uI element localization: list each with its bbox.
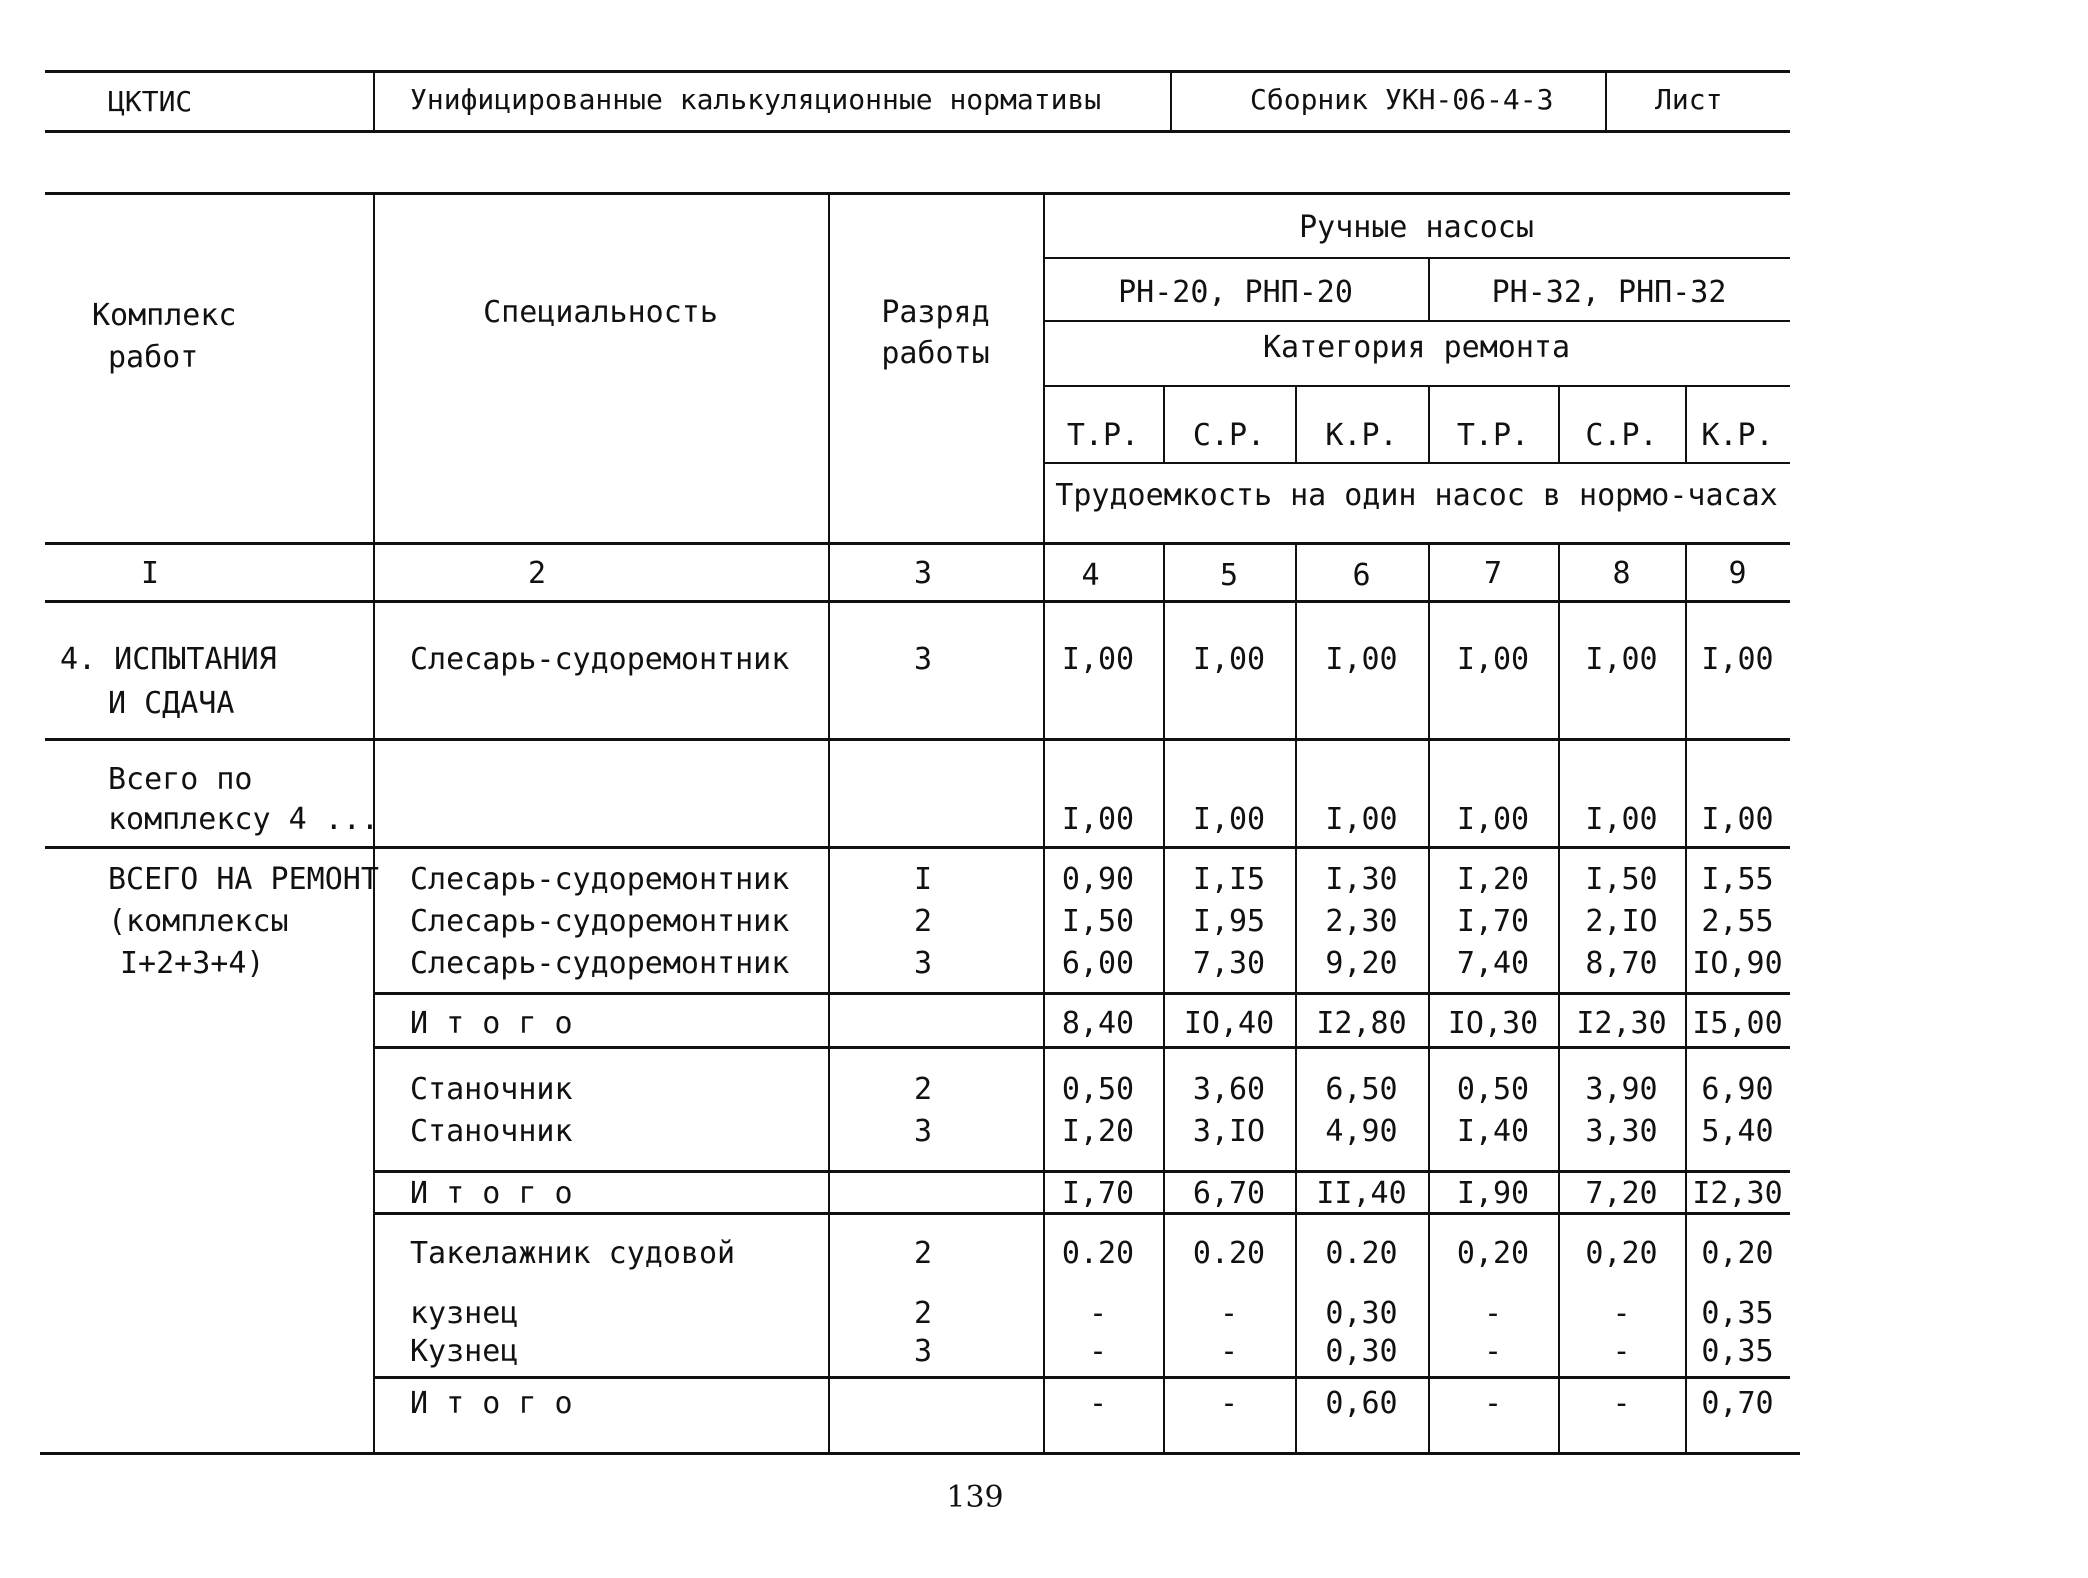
subtotal-rule — [373, 992, 1790, 995]
value-cell: 0.20 — [1061, 1236, 1135, 1271]
value-cell: I2,80 — [1316, 1006, 1407, 1041]
specialty: Слесарь-судоремонтник — [410, 642, 790, 677]
complex-label: ВСЕГО НА РЕМОНТ — [108, 862, 379, 897]
value-cell: IO,40 — [1183, 1006, 1275, 1041]
model-rule — [1043, 320, 1790, 322]
value-cell: 3,30 — [1585, 1114, 1658, 1149]
header-divider — [1605, 72, 1607, 130]
value-cell: 6,50 — [1325, 1072, 1398, 1107]
subtotal-rule — [373, 1170, 1790, 1173]
col-divider — [1163, 385, 1165, 462]
page-number: 139 — [946, 1480, 1004, 1515]
value-cell: 0,35 — [1701, 1296, 1774, 1331]
repair-type-rule — [1043, 462, 1790, 464]
value-cell: - — [1612, 1386, 1631, 1421]
value-cell: 0.20 — [1325, 1236, 1398, 1271]
labor-head: Трудоемкость на один насос в нормо-часах — [1055, 478, 1778, 513]
col-number: 6 — [1352, 558, 1371, 593]
specialty: Слесарь-судоремонтник — [410, 904, 790, 939]
value-cell: I,20 — [1061, 1114, 1135, 1149]
value-cell: - — [1088, 1386, 1108, 1421]
col-divider — [1685, 385, 1687, 462]
col1-head-line1: Комплекс — [92, 298, 237, 333]
col-divider — [1428, 257, 1430, 322]
header-divider — [373, 72, 375, 130]
col-number: 3 — [913, 556, 933, 591]
subtotal-rule — [373, 1212, 1790, 1215]
specialty: Кузнец — [410, 1334, 519, 1369]
complex-label: I+2+3+4) — [120, 946, 265, 981]
grade: 3 — [913, 946, 933, 981]
value-cell: I,40 — [1456, 1114, 1530, 1149]
value-cell: 3,60 — [1192, 1072, 1266, 1107]
value-cell: I,I5 — [1192, 862, 1266, 897]
value-cell: I,00 — [1325, 802, 1398, 837]
table-head-bottom-rule — [45, 542, 1790, 545]
value-cell: 0,20 — [1701, 1236, 1774, 1271]
subtotal-label: И т о г о — [410, 1006, 573, 1041]
subtotal-rule — [373, 1046, 1790, 1049]
grade: 3 — [913, 642, 933, 677]
col-number: 9 — [1728, 556, 1747, 591]
value-cell: - — [1088, 1334, 1108, 1369]
model-a-head: РН-20, РНП-20 — [1118, 275, 1353, 310]
value-cell: I,50 — [1585, 862, 1658, 897]
specialty: Станочник — [410, 1114, 573, 1149]
value-cell: 0,30 — [1325, 1334, 1398, 1369]
value-cell: I,30 — [1325, 862, 1398, 897]
value-cell: 7,20 — [1585, 1176, 1658, 1211]
value-cell: I,00 — [1192, 642, 1266, 677]
value-cell: 0,35 — [1701, 1334, 1774, 1369]
value-cell: 0,50 — [1061, 1072, 1135, 1107]
value-cell: 9,20 — [1325, 946, 1398, 981]
col-divider — [1558, 385, 1560, 462]
pump-group-head: Ручные насосы — [1299, 210, 1534, 245]
value-cell: - — [1219, 1334, 1239, 1369]
value-cell: 6,70 — [1192, 1176, 1266, 1211]
value-cell: - — [1612, 1334, 1631, 1369]
specialty: кузнец — [410, 1296, 519, 1331]
value-cell: I5,00 — [1692, 1006, 1783, 1041]
value-cell: I2,30 — [1692, 1176, 1783, 1211]
specialty: Такелажник судовой — [410, 1236, 736, 1271]
value-cell: - — [1483, 1296, 1503, 1331]
value-cell: I,00 — [1061, 802, 1135, 837]
col-number: 8 — [1612, 556, 1631, 591]
value-cell: 5,40 — [1701, 1114, 1774, 1149]
category-rule — [1043, 385, 1790, 387]
col-divider — [1295, 385, 1297, 462]
value-cell: 0,20 — [1456, 1236, 1530, 1271]
value-cell: 4,90 — [1325, 1114, 1398, 1149]
header-sheet: Лист — [1655, 83, 1723, 116]
value-cell: I,50 — [1061, 904, 1135, 939]
value-cell: 7,30 — [1192, 946, 1266, 981]
value-cell: - — [1483, 1386, 1503, 1421]
value-cell: I,00 — [1701, 642, 1774, 677]
complex-label: И СДАЧА — [108, 686, 235, 721]
value-cell: I,55 — [1701, 862, 1774, 897]
value-cell: - — [1483, 1334, 1503, 1369]
header-top-rule — [45, 70, 1790, 73]
value-cell: 2,IO — [1585, 904, 1658, 939]
grade: 3 — [913, 1114, 933, 1149]
complex-label: (комплексы — [108, 904, 289, 939]
specialty: Слесарь-судоремонтник — [410, 946, 790, 981]
col3-head-line1: Разряд — [881, 295, 990, 330]
value-cell: - — [1612, 1296, 1631, 1331]
header-bottom-rule — [45, 130, 1790, 133]
repair-type-tr-a: Т.Р. — [1066, 418, 1140, 453]
grade: 2 — [913, 1072, 933, 1107]
value-cell: II,40 — [1316, 1176, 1407, 1211]
col-number: 5 — [1219, 558, 1239, 593]
header-divider — [1170, 72, 1172, 130]
value-cell: 3,IO — [1192, 1114, 1266, 1149]
value-cell: 0,50 — [1456, 1072, 1530, 1107]
col-divider — [1428, 385, 1430, 462]
value-cell: - — [1219, 1296, 1239, 1331]
value-cell: I,00 — [1456, 802, 1530, 837]
repair-type-sr-a: С.Р. — [1192, 418, 1266, 453]
grade: 2 — [913, 1296, 933, 1331]
grade: 2 — [913, 1236, 933, 1271]
value-cell: - — [1088, 1296, 1108, 1331]
value-cell: 8,70 — [1585, 946, 1658, 981]
subtotal-rule — [373, 1376, 1790, 1379]
value-cell: I,95 — [1192, 904, 1266, 939]
complex-label: Всего по — [108, 762, 253, 797]
value-cell: 0,60 — [1325, 1386, 1398, 1421]
value-cell: I,20 — [1456, 862, 1530, 897]
value-cell: 2,55 — [1701, 904, 1774, 939]
row-rule — [45, 846, 1790, 849]
column-numbers-rule — [45, 600, 1790, 603]
subtotal-label: И т о г о — [410, 1176, 573, 1211]
grade: I — [913, 862, 933, 897]
value-cell: 0,20 — [1585, 1236, 1658, 1271]
col3-head-line2: работы — [881, 336, 990, 371]
specialty: Слесарь-судоремонтник — [410, 862, 790, 897]
col-number: 2 — [527, 556, 547, 591]
value-cell: IO,90 — [1692, 946, 1783, 981]
repair-type-kr-a: К.Р. — [1325, 418, 1398, 453]
col-number: 4 — [1081, 558, 1100, 593]
header-title: Унифицированные калькуляционные нормативы — [410, 83, 1102, 116]
value-cell: IO,30 — [1447, 1006, 1539, 1041]
col-number: I — [140, 556, 160, 591]
col2-head: Специальность — [483, 295, 718, 330]
col1-head-line2: работ — [108, 340, 199, 375]
value-cell: 7,40 — [1456, 946, 1530, 981]
value-cell: I2,30 — [1576, 1006, 1667, 1041]
value-cell: I,90 — [1456, 1176, 1530, 1211]
value-cell: 6,00 — [1061, 946, 1135, 981]
header-org: ЦКТИС — [108, 85, 193, 118]
group-rule — [1043, 257, 1790, 259]
value-cell: I,00 — [1585, 642, 1658, 677]
value-cell: I,00 — [1456, 642, 1530, 677]
value-cell: - — [1219, 1386, 1239, 1421]
row-rule — [45, 738, 1790, 741]
repair-type-sr-b: С.Р. — [1585, 418, 1658, 453]
value-cell: I,00 — [1325, 642, 1398, 677]
model-b-head: РН-32, РНП-32 — [1491, 275, 1727, 310]
value-cell: I,70 — [1061, 1176, 1135, 1211]
header-collection: Сборник УКН-06-4-3 — [1250, 83, 1554, 116]
value-cell: 3,90 — [1585, 1072, 1658, 1107]
grade: 2 — [913, 904, 933, 939]
grade: 3 — [913, 1334, 933, 1369]
value-cell: I,00 — [1585, 802, 1658, 837]
value-cell: I,70 — [1456, 904, 1530, 939]
value-cell: I,00 — [1061, 642, 1135, 677]
complex-label: комплексу 4 ... — [108, 802, 379, 837]
repair-type-kr-b: К.Р. — [1701, 418, 1774, 453]
category-head: Категория ремонта — [1262, 330, 1571, 365]
subtotal-label: И т о г о — [410, 1386, 573, 1421]
col-number: 7 — [1483, 556, 1503, 591]
value-cell: I,00 — [1701, 802, 1774, 837]
value-cell: I,00 — [1192, 802, 1266, 837]
specialty: Станочник — [410, 1072, 573, 1107]
value-cell: 0,90 — [1061, 862, 1135, 897]
value-cell: 8,40 — [1061, 1006, 1135, 1041]
table-bottom-rule — [40, 1452, 1800, 1455]
value-cell: 0.20 — [1192, 1236, 1266, 1271]
value-cell: 6,90 — [1701, 1072, 1774, 1107]
value-cell: 2,30 — [1325, 904, 1398, 939]
complex-label: 4. ИСПЫТАНИЯ — [60, 642, 277, 677]
value-cell: 0,70 — [1701, 1386, 1774, 1421]
table-top-rule — [45, 192, 1790, 195]
repair-type-tr-b: Т.Р. — [1456, 418, 1530, 453]
value-cell: 0,30 — [1325, 1296, 1398, 1331]
